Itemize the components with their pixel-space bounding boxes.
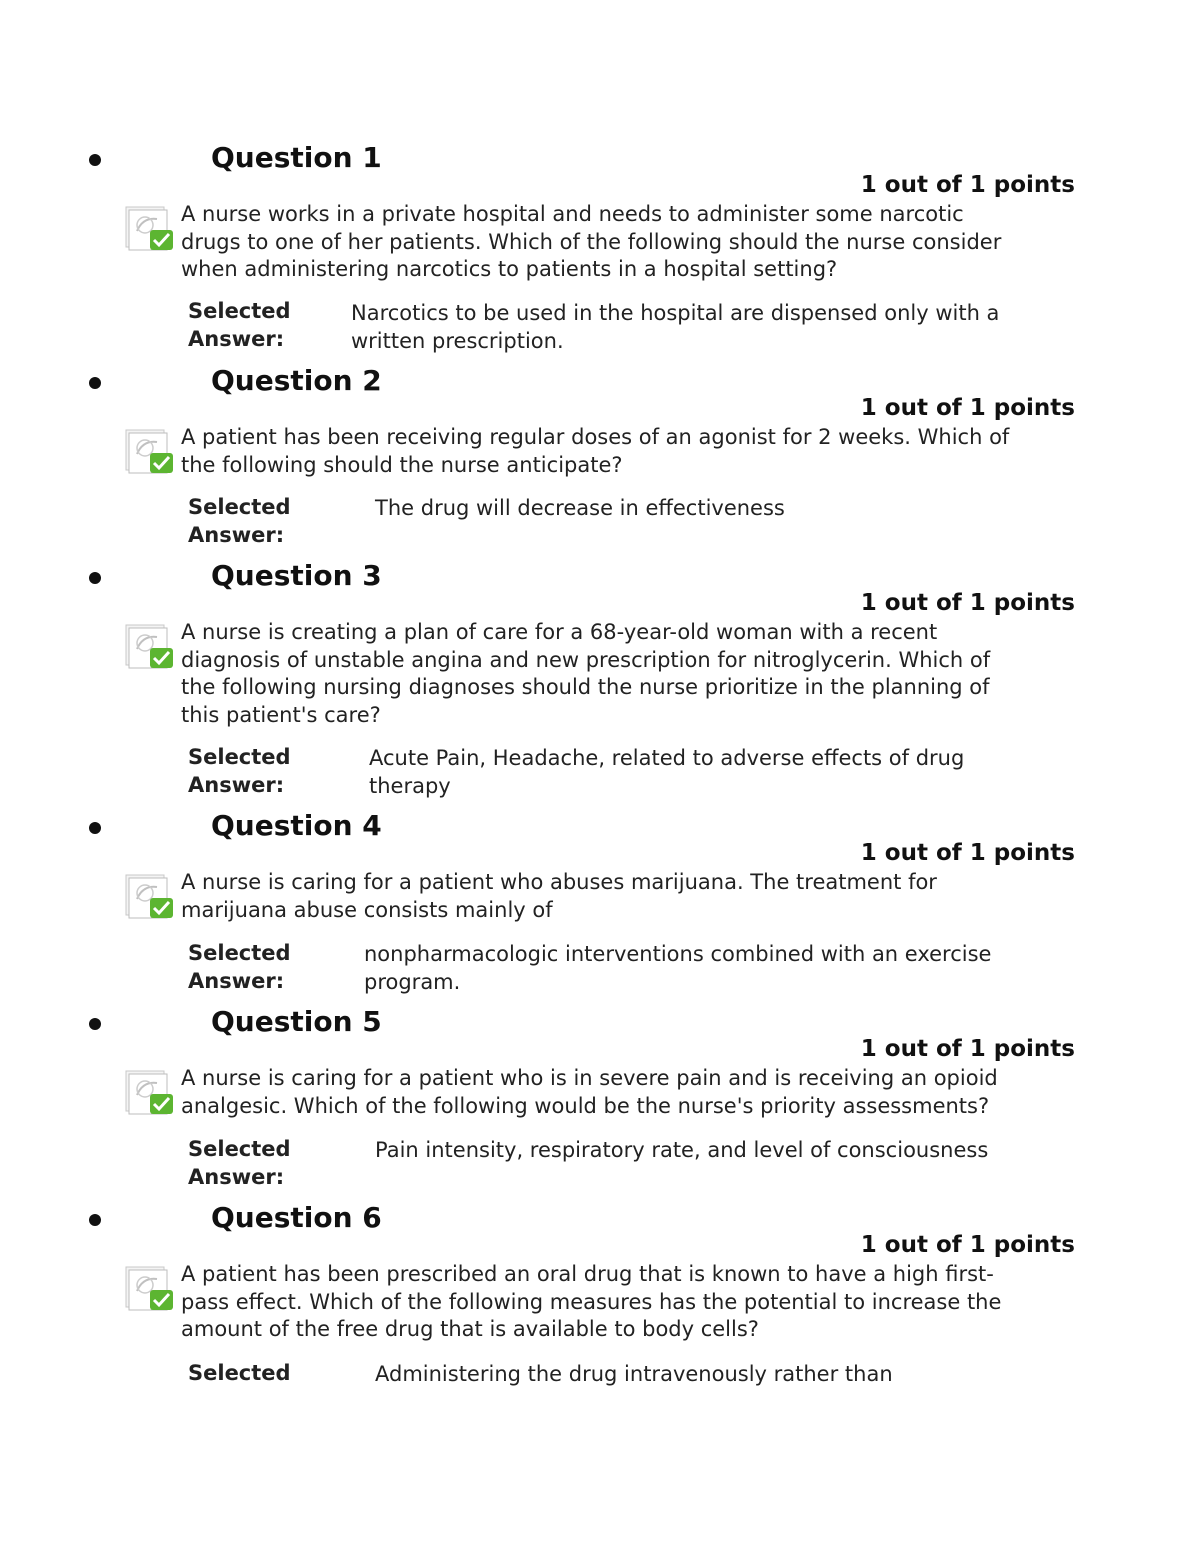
question-text: A nurse is caring for a patient who is in severe pain and is receiving an opioid analgesic. Which of the following would be the nurse's priority assessments?	[181, 1066, 998, 1118]
correct-checkmark-icon	[125, 428, 175, 474]
selected-answer-label: Selected	[188, 1361, 291, 1385]
correct-checkmark-icon	[125, 205, 175, 251]
question-text: A nurse works in a private hospital and needs to administer some narcotic drugs to one of her patients. Which of the following should the nurse consider when administering narcotics to patients in a hospital setting?	[181, 202, 1002, 281]
selected-answer-text: Administering the drug intravenously rather than	[375, 1362, 893, 1386]
points-score: 1 out of 1 points	[860, 395, 1075, 421]
correct-checkmark-icon	[125, 1265, 175, 1311]
bullet	[89, 1018, 101, 1030]
selected-answer-text: The drug will decrease in effectiveness	[375, 496, 785, 520]
selected-answer-label: Selected Answer:	[188, 745, 291, 797]
points-score: 1 out of 1 points	[860, 1232, 1075, 1258]
correct-checkmark-icon	[125, 1069, 175, 1115]
question-title: Question 3	[211, 559, 382, 592]
correct-checkmark-icon	[125, 623, 175, 669]
selected-answer-text: Narcotics to be used in the hospital are dispensed only with a written prescription.	[351, 301, 1000, 353]
bullet	[89, 1214, 101, 1226]
question-text: A nurse is creating a plan of care for a 68-year-old woman with a recent diagnosis of unstable angina and new prescription for nitroglycerin. Which of the following nursing diagnoses should the nurse prioritize in the planning of this patient's care?	[181, 620, 991, 727]
question-title: Question 5	[211, 1005, 382, 1038]
points-score: 1 out of 1 points	[860, 172, 1075, 198]
question-text: A patient has been prescribed an oral drug that is known to have a high first-pass effect. Which of the following measures has the potential to increase the amount of the free drug that is available to body cells?	[181, 1262, 1002, 1341]
selected-answer-label: Selected Answer:	[188, 1137, 291, 1189]
bullet	[89, 822, 101, 834]
correct-checkmark-icon	[125, 873, 175, 919]
selected-answer-text: Pain intensity, respiratory rate, and level of consciousness	[375, 1138, 989, 1162]
question-title: Question 2	[211, 364, 382, 397]
question-title: Question 4	[211, 809, 382, 842]
points-score: 1 out of 1 points	[860, 1036, 1075, 1062]
selected-answer-label: Selected Answer:	[188, 941, 291, 993]
bullet	[89, 154, 101, 166]
selected-answer-text: nonpharmacologic interventions combined with an exercise program.	[364, 942, 992, 994]
selected-answer-label: Selected Answer:	[188, 495, 291, 547]
points-score: 1 out of 1 points	[860, 590, 1075, 616]
bullet	[89, 377, 101, 389]
selected-answer-text: Acute Pain, Headache, related to adverse effects of drug therapy	[369, 746, 965, 798]
question-title: Question 1	[211, 141, 382, 174]
question-text: A nurse is caring for a patient who abuses marijuana. The treatment for marijuana abuse consists mainly of	[181, 870, 937, 922]
question-text: A patient has been receiving regular doses of an agonist for 2 weeks. Which of the following should the nurse anticipate?	[181, 425, 1010, 477]
points-score: 1 out of 1 points	[860, 840, 1075, 866]
question-title: Question 6	[211, 1201, 382, 1234]
selected-answer-label: Selected Answer:	[188, 299, 291, 351]
bullet	[89, 572, 101, 584]
